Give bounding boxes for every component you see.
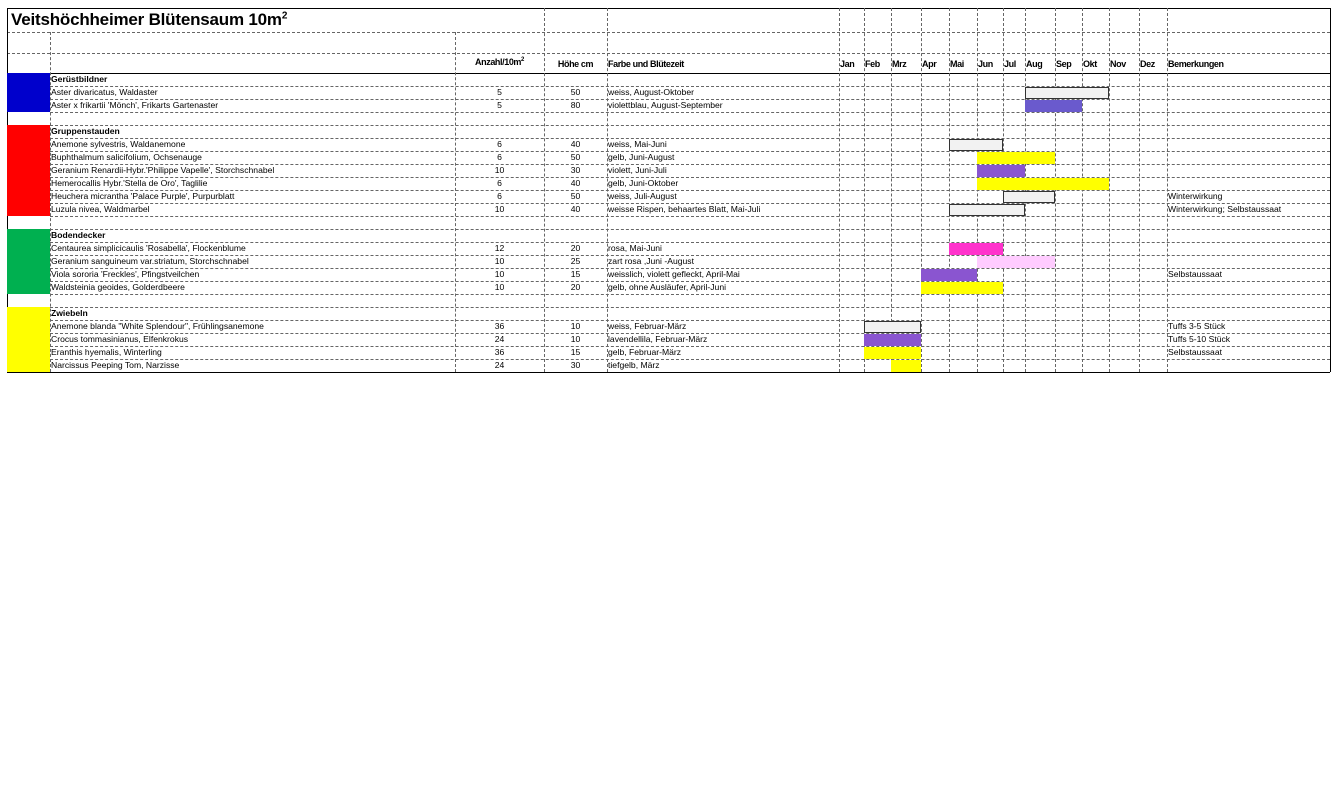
plant-anzahl: 36: [494, 347, 505, 357]
grid-hline: [50, 112, 1330, 113]
plant-farbe: gelb, Februar-März: [608, 347, 682, 357]
plant-name: Crocus tommasinianus, Elfenkrokus: [51, 334, 189, 344]
header-month-okt: Okt: [1083, 59, 1097, 69]
plant-hoehe: 15: [570, 269, 581, 279]
grid-right-border: [1330, 8, 1331, 372]
header-month-jul: Jul: [1004, 59, 1016, 69]
plant-hoehe: 30: [570, 165, 581, 175]
plant-bemerkung: Selbstaussaat: [1168, 347, 1222, 357]
header-hoehe: Höhe cm: [557, 59, 594, 69]
plant-bemerkung: [1167, 164, 1330, 177]
plant-name: Buphthalmum salicifolium, Ochsenauge: [51, 152, 202, 162]
grid-hline: [50, 294, 1330, 295]
group-heading: Bodendecker: [51, 230, 106, 240]
plant-anzahl: 10: [494, 165, 505, 175]
plant-bemerkung: Winterwirkung; Selbstaussaat: [1168, 204, 1282, 214]
group-heading: Gruppenstauden: [51, 126, 120, 136]
plant-anzahl: 6: [497, 139, 502, 149]
header-month-apr: Apr: [922, 59, 937, 69]
plant-hoehe: 40: [570, 139, 581, 149]
header-month-dez: Dez: [1140, 59, 1155, 69]
plant-anzahl: 6: [497, 152, 502, 162]
plant-anzahl: 6: [497, 178, 502, 188]
plant-farbe: gelb, Juni-August: [608, 152, 675, 162]
plant-bemerkung: [1167, 281, 1330, 294]
plant-name: Geranium sanguineum var.striatum, Storchschnabel: [51, 256, 249, 266]
header-month-mrz: Mrz: [892, 59, 907, 69]
sheet-title-superscript: 2: [281, 10, 288, 22]
header-anzahl-superscript: 2: [521, 57, 524, 63]
group-color-swatch: [7, 229, 50, 294]
plant-name: Hemerocallis Hybr.'Stella de Oro', Taglilie: [51, 178, 208, 188]
plant-farbe: gelb, Juni-Oktober: [608, 178, 679, 188]
bloom-bar: [1025, 100, 1082, 112]
header-month-nov: Nov: [1110, 59, 1126, 69]
plant-name: Centaurea simplicicaulis 'Rosabella', Flockenblume: [51, 243, 246, 253]
plant-name: Luzula nivea, Waldmarbel: [51, 204, 150, 214]
sheet-title-text: Veitshöchheimer Blütensaum 10m: [11, 10, 282, 29]
plant-name: Anemone sylvestris, Waldanemone: [51, 139, 186, 149]
plant-hoehe: 20: [570, 243, 581, 253]
group-color-swatch: [7, 73, 50, 112]
group-color-swatch: [7, 307, 50, 372]
group-heading: Gerüstbildner: [51, 74, 108, 84]
plant-hoehe: 10: [570, 321, 581, 331]
plant-hoehe: 20: [570, 282, 581, 292]
plant-bemerkung: [1167, 138, 1330, 151]
plant-name: Eranthis hyemalis, Winterling: [51, 347, 162, 357]
bloom-bar: [977, 152, 1055, 164]
plant-farbe: violettblau, August-September: [608, 100, 723, 110]
header-month-jan: Jan: [840, 59, 855, 69]
plant-farbe: zart rosa ,Juni -August: [608, 256, 694, 266]
bloom-bar: [921, 269, 977, 281]
plant-hoehe: 40: [570, 178, 581, 188]
plant-hoehe: 50: [570, 87, 581, 97]
header-bemerkungen: Bemerkungen: [1168, 59, 1224, 69]
plant-farbe: weiss, Februar-März: [608, 321, 687, 331]
plant-bemerkung: [1167, 99, 1330, 112]
plant-farbe: tiefgelb, März: [608, 360, 660, 370]
plant-hoehe: 50: [570, 191, 581, 201]
plant-hoehe: 10: [570, 334, 581, 344]
plant-name: Anemone blanda "White Splendour", Frühlingsanemone: [51, 321, 264, 331]
group-heading: Zwiebeln: [51, 308, 88, 318]
header-anzahl: [455, 56, 544, 69]
plant-farbe: gelb, ohne Ausläufer, April-Juni: [608, 282, 727, 292]
plant-anzahl: 6: [497, 191, 502, 201]
bloom-bar: [1025, 87, 1109, 99]
plant-name: Narcissus Peeping Tom, Narzisse: [51, 360, 180, 370]
plant-farbe: weiss, Mai-Juni: [608, 139, 667, 149]
plant-anzahl: 10: [494, 282, 505, 292]
plant-hoehe: 40: [570, 204, 581, 214]
grid-hline: [7, 32, 1330, 33]
header-month-sep: Sep: [1056, 59, 1072, 69]
bloom-bar: [949, 243, 1003, 255]
header-month-feb: Feb: [865, 59, 880, 69]
plant-name: Aster x frikartii 'Mönch', Frikarts Gartenaster: [51, 100, 219, 110]
header-farbe: Farbe und Blütezeit: [608, 59, 684, 69]
plant-farbe: violett, Juni-Juli: [608, 165, 667, 175]
bloom-bar: [864, 334, 921, 346]
plant-name: Heuchera micrantha 'Palace Purple', Purpurblatt: [51, 191, 235, 201]
plant-bemerkung: [1167, 359, 1330, 372]
bloom-bar: [921, 282, 1003, 294]
bloom-bar: [891, 360, 921, 372]
plant-bemerkung: [1167, 151, 1330, 164]
plant-farbe: weiss, August-Oktober: [608, 87, 694, 97]
header-month-mai: Mai: [950, 59, 964, 69]
bloom-bar: [977, 178, 1109, 190]
plant-bemerkung: Selbstaussaat: [1168, 269, 1222, 279]
plant-anzahl: 5: [497, 87, 502, 97]
plant-farbe: weisse Rispen, behaartes Blatt, Mai-Juli: [608, 204, 761, 214]
header-month-jun: Jun: [978, 59, 993, 69]
plant-name: Waldsteinia geoides, Golderdbeere: [51, 282, 185, 292]
bloom-bar: [977, 165, 1025, 177]
group-color-swatch: [7, 125, 50, 216]
plant-anzahl: 5: [497, 100, 502, 110]
plant-name: Geranium Renardii-Hybr.'Philippe Vapelle', Storchschnabel: [51, 165, 275, 175]
plant-name: Aster divaricatus, Waldaster: [51, 87, 158, 97]
plant-anzahl: 24: [494, 334, 505, 344]
plant-hoehe: 15: [570, 347, 581, 357]
plant-bemerkung: [1167, 177, 1330, 190]
plant-anzahl: 36: [494, 321, 505, 331]
plant-anzahl: 12: [494, 243, 505, 253]
bloom-bar: [864, 321, 921, 333]
header-anzahl-text: Anzahl/10m: [475, 57, 522, 67]
plant-anzahl: 24: [494, 360, 505, 370]
plant-bemerkung: Tuffs 3-5 Stück: [1168, 321, 1226, 331]
plant-hoehe: 30: [570, 360, 581, 370]
plant-farbe: lavendellila, Februar-März: [608, 334, 708, 344]
plant-bemerkung: Tuffs 5-10 Stück: [1168, 334, 1231, 344]
bloom-bar: [949, 139, 1003, 151]
grid-hline: [50, 216, 1330, 217]
grid-top-border: [7, 8, 1330, 9]
bloom-bar: [949, 204, 1025, 216]
bloom-bar: [1003, 191, 1055, 203]
plant-hoehe: 80: [570, 100, 581, 110]
plant-anzahl: 10: [494, 256, 505, 266]
plant-anzahl: 10: [494, 269, 505, 279]
plant-bemerkung: [1167, 86, 1330, 99]
plant-hoehe: 25: [570, 256, 581, 266]
plant-name: Viola sororia 'Freckles', Pfingstveilchen: [51, 269, 200, 279]
plant-bemerkung: [1167, 255, 1330, 268]
sheet-title: [7, 8, 537, 32]
plant-anzahl: 10: [494, 204, 505, 214]
plant-hoehe: 50: [570, 152, 581, 162]
plant-bemerkung: [1167, 242, 1330, 255]
grid-hline: [7, 53, 1330, 54]
plant-farbe: weisslich, violett gefleckt, April-Mai: [608, 269, 740, 279]
bloom-bar: [977, 256, 1055, 268]
grid-bottom-border: [7, 372, 1330, 373]
bloom-bar: [864, 347, 921, 359]
plant-bemerkung: Winterwirkung: [1168, 191, 1223, 201]
header-month-aug: Aug: [1026, 59, 1043, 69]
plant-farbe: weiss, Juli-August: [608, 191, 677, 201]
plant-farbe: rosa, Mai-Juni: [608, 243, 662, 253]
